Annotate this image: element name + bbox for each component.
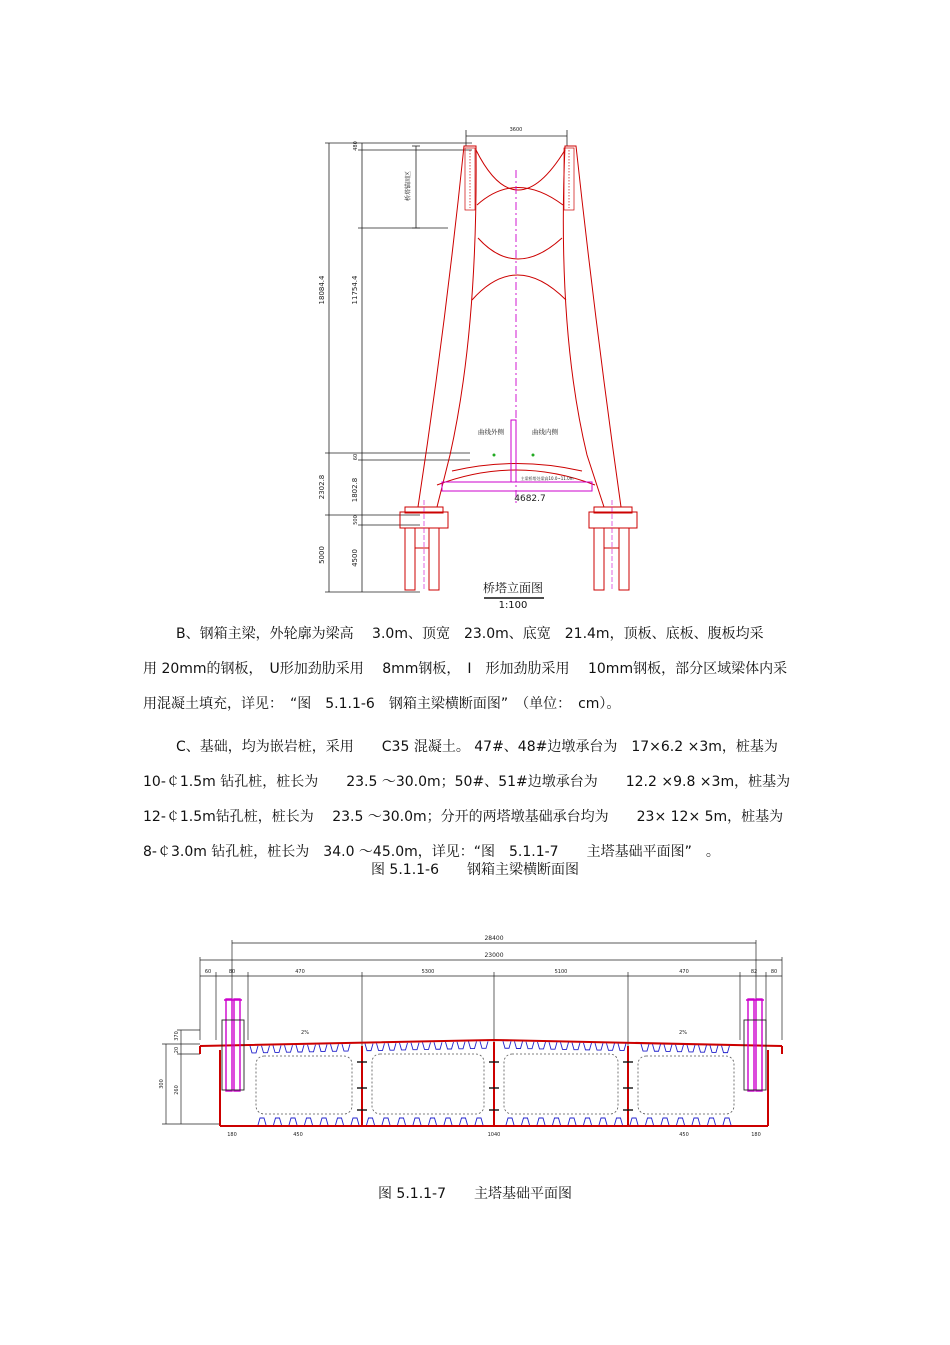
dim-top-width: 3600 (509, 127, 523, 133)
top-u-rib (607, 1043, 615, 1050)
tower-figure-title: 桥塔立面图 (482, 581, 544, 595)
bottom-u-rib (460, 1118, 468, 1125)
paragraph-c-line-2: 10-￠1.5m 钻孔桩，桩长为 23.5 ～30.0m；50#、51#边墩承台为 12.2 ×9.8 ×3m，桩基为 (143, 774, 791, 790)
label-vertical-zone: 桥塔锚固区 (405, 170, 412, 202)
paragraph-c-line-1: C、基础，均为嵌岩桩，采用 C35 混凝土。 47#、48#边墩承台为 17×6.2 ×3m，桩基为 (176, 739, 778, 755)
label-beam-note: 主梁桥塔处梁高10.0~11.0m (520, 476, 574, 481)
top-u-rib (434, 1042, 442, 1049)
top-u-rib (342, 1044, 350, 1051)
bottom-u-rib (584, 1118, 592, 1125)
dim-height-upper: 20 (174, 1046, 180, 1054)
paragraph-c (143, 730, 823, 870)
anchor-zone-left (465, 148, 475, 210)
paragraph-b (143, 617, 823, 722)
top-u-rib (365, 1044, 373, 1051)
top-u-rib (273, 1045, 281, 1052)
top-u-rib (388, 1043, 396, 1050)
top-u-rib (250, 1046, 258, 1053)
top-u-rib (618, 1044, 626, 1051)
top-u-rib (561, 1042, 569, 1049)
bottom-u-rib (661, 1118, 669, 1125)
slope-left: 2% (301, 1030, 309, 1036)
top-u-rib (446, 1042, 454, 1049)
top-u-rib (285, 1045, 293, 1052)
main-beam-section (442, 482, 592, 491)
dim-height-lower: 260 (174, 1085, 180, 1095)
tower-figure-scale: 1:100 (498, 600, 528, 611)
top-u-rib (584, 1043, 592, 1050)
bottom-u-rib (599, 1118, 607, 1125)
tower-elevation-figure (0, 0, 950, 612)
dim-left-inner-mid: 1802.8 (351, 477, 359, 503)
dim-top-2: 5300 (421, 969, 435, 975)
bottom-u-rib (723, 1118, 731, 1125)
dim-side-top: 370 (174, 1031, 180, 1041)
top-u-rib (319, 1045, 327, 1052)
bottom-u-rib (568, 1118, 576, 1125)
top-u-rib (538, 1042, 546, 1049)
paragraph-b-line-1: B、钢箱主梁，外轮廓为梁高 3.0m、顶宽 23.0m、底宽 21.4m，顶板、底板、腹板均采 (176, 626, 764, 642)
top-u-rib (595, 1043, 603, 1050)
top-u-rib (411, 1043, 419, 1050)
top-u-rib (377, 1043, 385, 1050)
bottom-u-rib (305, 1118, 313, 1125)
top-u-rib (653, 1044, 661, 1051)
dim-left-b: 80 (228, 969, 236, 975)
edge-barrier-right (744, 1020, 766, 1090)
dim-bottom-3: 1040 (487, 1132, 501, 1138)
section-height-dimensions (162, 1030, 220, 1124)
dim-left-inner-top: 11754.4 (351, 275, 359, 305)
label-curve-outer: 曲线外侧 (478, 428, 504, 436)
top-u-rib (296, 1045, 304, 1052)
dim-bottom-4: 450 (679, 1132, 689, 1138)
caption-figure-5-1-1-6: 图 5.1.1-6 钢箱主梁横断面图 (370, 862, 580, 878)
dim-bottom-2: 450 (293, 1132, 303, 1138)
bottom-u-rib (351, 1118, 359, 1125)
caption-figure-5-1-1-7: 图 5.1.1-7 主塔基础平面图 (377, 1186, 573, 1202)
bottom-u-rib (398, 1118, 406, 1125)
dim-left-inner-bottom: 4500 (351, 549, 359, 567)
top-u-rib (572, 1043, 580, 1050)
anchor-zone-right (564, 148, 574, 210)
bottom-u-rib (413, 1118, 421, 1125)
bottom-u-rib (708, 1118, 716, 1125)
marker-dot-right (532, 454, 535, 457)
dim-bottom-1: 180 (227, 1132, 237, 1138)
bottom-u-rib (258, 1118, 266, 1125)
dim-mid-segment: 60 (353, 453, 359, 461)
bottom-u-rib (429, 1118, 437, 1125)
left-dimension-lines (325, 143, 472, 592)
bottom-u-rib (382, 1118, 390, 1125)
bottom-u-rib (537, 1118, 545, 1125)
bottom-u-rib (320, 1118, 328, 1125)
top-u-rib (262, 1046, 270, 1053)
bottom-u-rib (692, 1118, 700, 1125)
bottom-u-rib (630, 1118, 638, 1125)
bottom-u-rib (553, 1118, 561, 1125)
marker-dot-left (493, 454, 496, 457)
dim-deck-width: 23000 (484, 952, 504, 959)
bottom-u-rib (522, 1118, 530, 1125)
top-u-rib (331, 1044, 339, 1051)
dim-top-segment: 480 (353, 141, 359, 151)
label-curve-inner: 曲线内侧 (532, 428, 558, 436)
paragraph-b-line-3: 用混凝土填充，详见： “图 5.1.1-6 钢箱主梁横断面图” （单位： cm）。 (143, 696, 621, 712)
bottom-u-rib (367, 1118, 375, 1125)
bearing-marker (511, 420, 516, 482)
dim-top-4: 470 (679, 969, 689, 975)
dim-right-a: 82 (750, 969, 758, 975)
dim-overall-width: 28400 (484, 935, 504, 942)
top-u-rib (469, 1042, 477, 1049)
bottom-u-rib (274, 1118, 282, 1125)
bottom-u-rib (289, 1118, 297, 1125)
top-u-rib (699, 1045, 707, 1052)
box-girder-cross-section (0, 930, 950, 1150)
bottom-u-rib (336, 1118, 344, 1125)
top-u-rib (526, 1042, 534, 1049)
bottom-u-rib (615, 1118, 623, 1125)
dim-bottom-5: 180 (751, 1132, 761, 1138)
pile-cap-right (589, 507, 637, 590)
top-u-rib (308, 1045, 316, 1052)
girder-outline (200, 1040, 782, 1126)
slope-right: 2% (679, 1030, 687, 1036)
dim-height-total: 300 (159, 1079, 165, 1089)
top-u-rib (457, 1042, 465, 1049)
paragraph-b-line-2: 用 20mm的钢板， U形加劲肋采用 8mm钢板， I 形加劲肋采用 10mm钢板，部分区域梁体内采 (143, 661, 788, 677)
top-u-rib (549, 1042, 557, 1049)
top-u-rib (480, 1041, 488, 1048)
paragraph-c-line-3: 12-￠1.5m钻孔桩，桩长为 23.5 ～30.0m；分开的两塔墩基础承台均为 23× 12× 5m，桩基为 (143, 809, 784, 825)
dim-left-a: 60 (204, 969, 212, 975)
top-u-rib (722, 1046, 730, 1053)
top-u-rib (515, 1041, 523, 1048)
bottom-u-rib (646, 1118, 654, 1125)
top-u-rib (400, 1043, 408, 1050)
bottom-u-rib (677, 1118, 685, 1125)
dim-pile-cap: 500 (353, 515, 359, 525)
bottom-u-rib (444, 1118, 452, 1125)
dim-left-outer-top: 18084.4 (318, 275, 326, 305)
bottom-u-rib (475, 1118, 483, 1125)
top-u-rib (710, 1045, 718, 1052)
dim-top-3: 5100 (554, 969, 568, 975)
top-u-rib (503, 1041, 511, 1048)
dim-top-1: 470 (295, 969, 305, 975)
bottom-u-rib (506, 1118, 514, 1125)
top-u-rib (676, 1045, 684, 1052)
top-u-rib (664, 1044, 672, 1051)
dim-left-outer-bottom: 5000 (318, 546, 326, 564)
dim-base-width: 4682.7 (514, 494, 546, 504)
paragraph-c-line-4: 8-￠3.0m 钻孔桩，桩长为 34.0 ～45.0m，详见：“图 5.1.1-7 主塔基础平面图” 。 (143, 844, 720, 860)
dim-left-outer-mid: 2302.8 (318, 474, 326, 500)
top-u-rib (687, 1045, 695, 1052)
top-u-rib (641, 1044, 649, 1051)
top-u-rib (423, 1042, 431, 1049)
dim-right-b: 80 (770, 969, 778, 975)
